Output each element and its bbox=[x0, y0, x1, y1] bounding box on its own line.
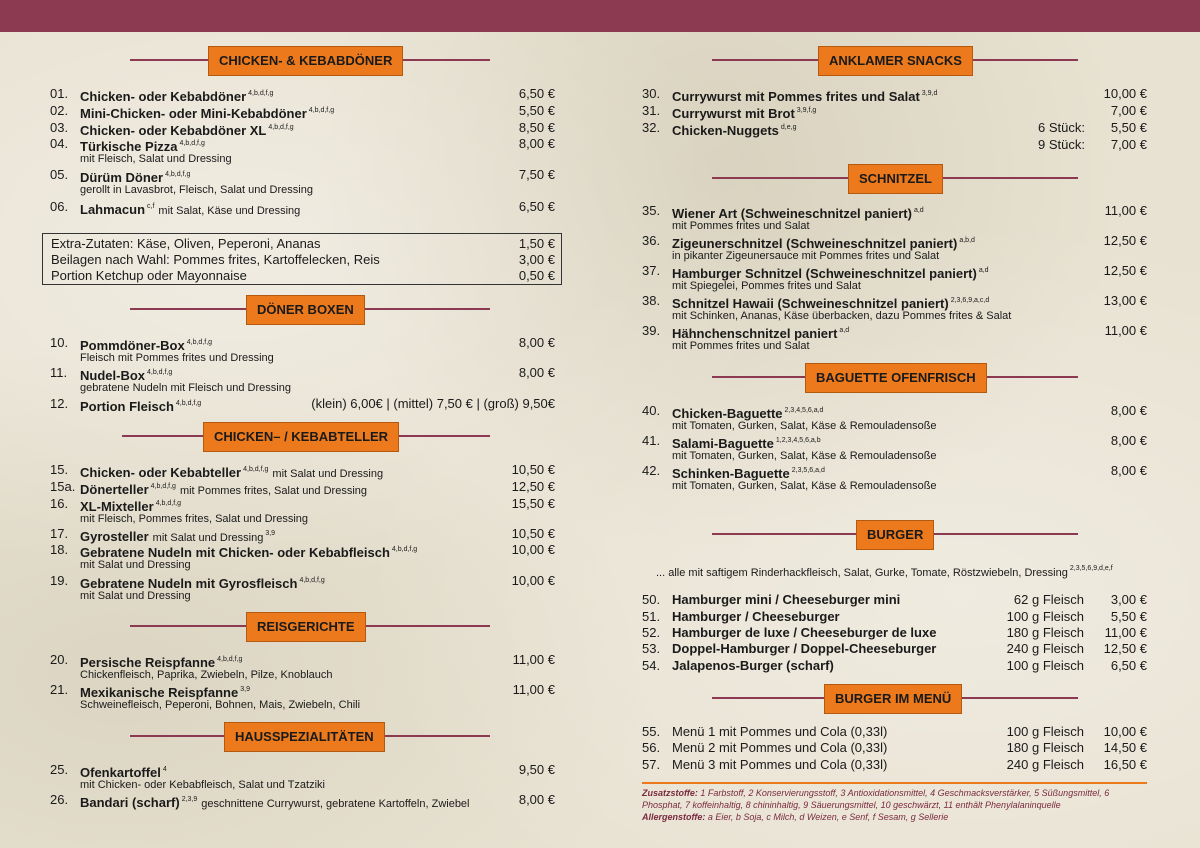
section-header-burger-menu: BURGER IM MENÜ bbox=[642, 684, 1147, 712]
section-header-burger: BURGER bbox=[642, 520, 1147, 548]
section-header-kebabteller: CHICKEN– / KEBABTELLER bbox=[50, 422, 555, 450]
section-header-hausspezialitaeten: HAUSSPEZIALITÄTEN bbox=[50, 722, 555, 750]
top-bar bbox=[0, 0, 1200, 32]
footnotes: Zusatzstoffe: 1 Farbstoff, 2 Konservierungsstoff, 3 Antioxidationsmittel, 4 Geschmacksverstärker, 5 Süßungsmittel, 6 Phosphat, 7 koffeinhaltig, 8 chininhaltig, 9 Säuerungsmittel, 10 geschwärzt, 11 enthält Phenylalaninquelle Allergenstoffe: a Eier, b Soja, c Milch, d Weizen, e Senf, f Sesam, g Sellerie bbox=[642, 782, 1147, 823]
section-header-doener-boxen: DÖNER BOXEN bbox=[50, 295, 555, 323]
extras-box: Extra-Zutaten: Käse, Oliven, Peperoni, Ananas 1,50 € Beilagen nach Wahl: Pommes frites, Kartoffelecken, Reis 3,00 € Portion Ketchup oder Mayonnaise 0,50 € bbox=[42, 233, 562, 285]
section-header-reisgerichte: REISGERICHTE bbox=[50, 612, 555, 640]
section-header-chicken-kebab: CHICKEN- & KEBABDÖNER bbox=[50, 46, 555, 74]
section-header-snacks: ANKLAMER SNACKS bbox=[642, 46, 1147, 74]
section-header-baguette: BAGUETTE OFENFRISCH bbox=[642, 363, 1147, 391]
section-header-schnitzel: SCHNITZEL bbox=[642, 164, 1147, 192]
